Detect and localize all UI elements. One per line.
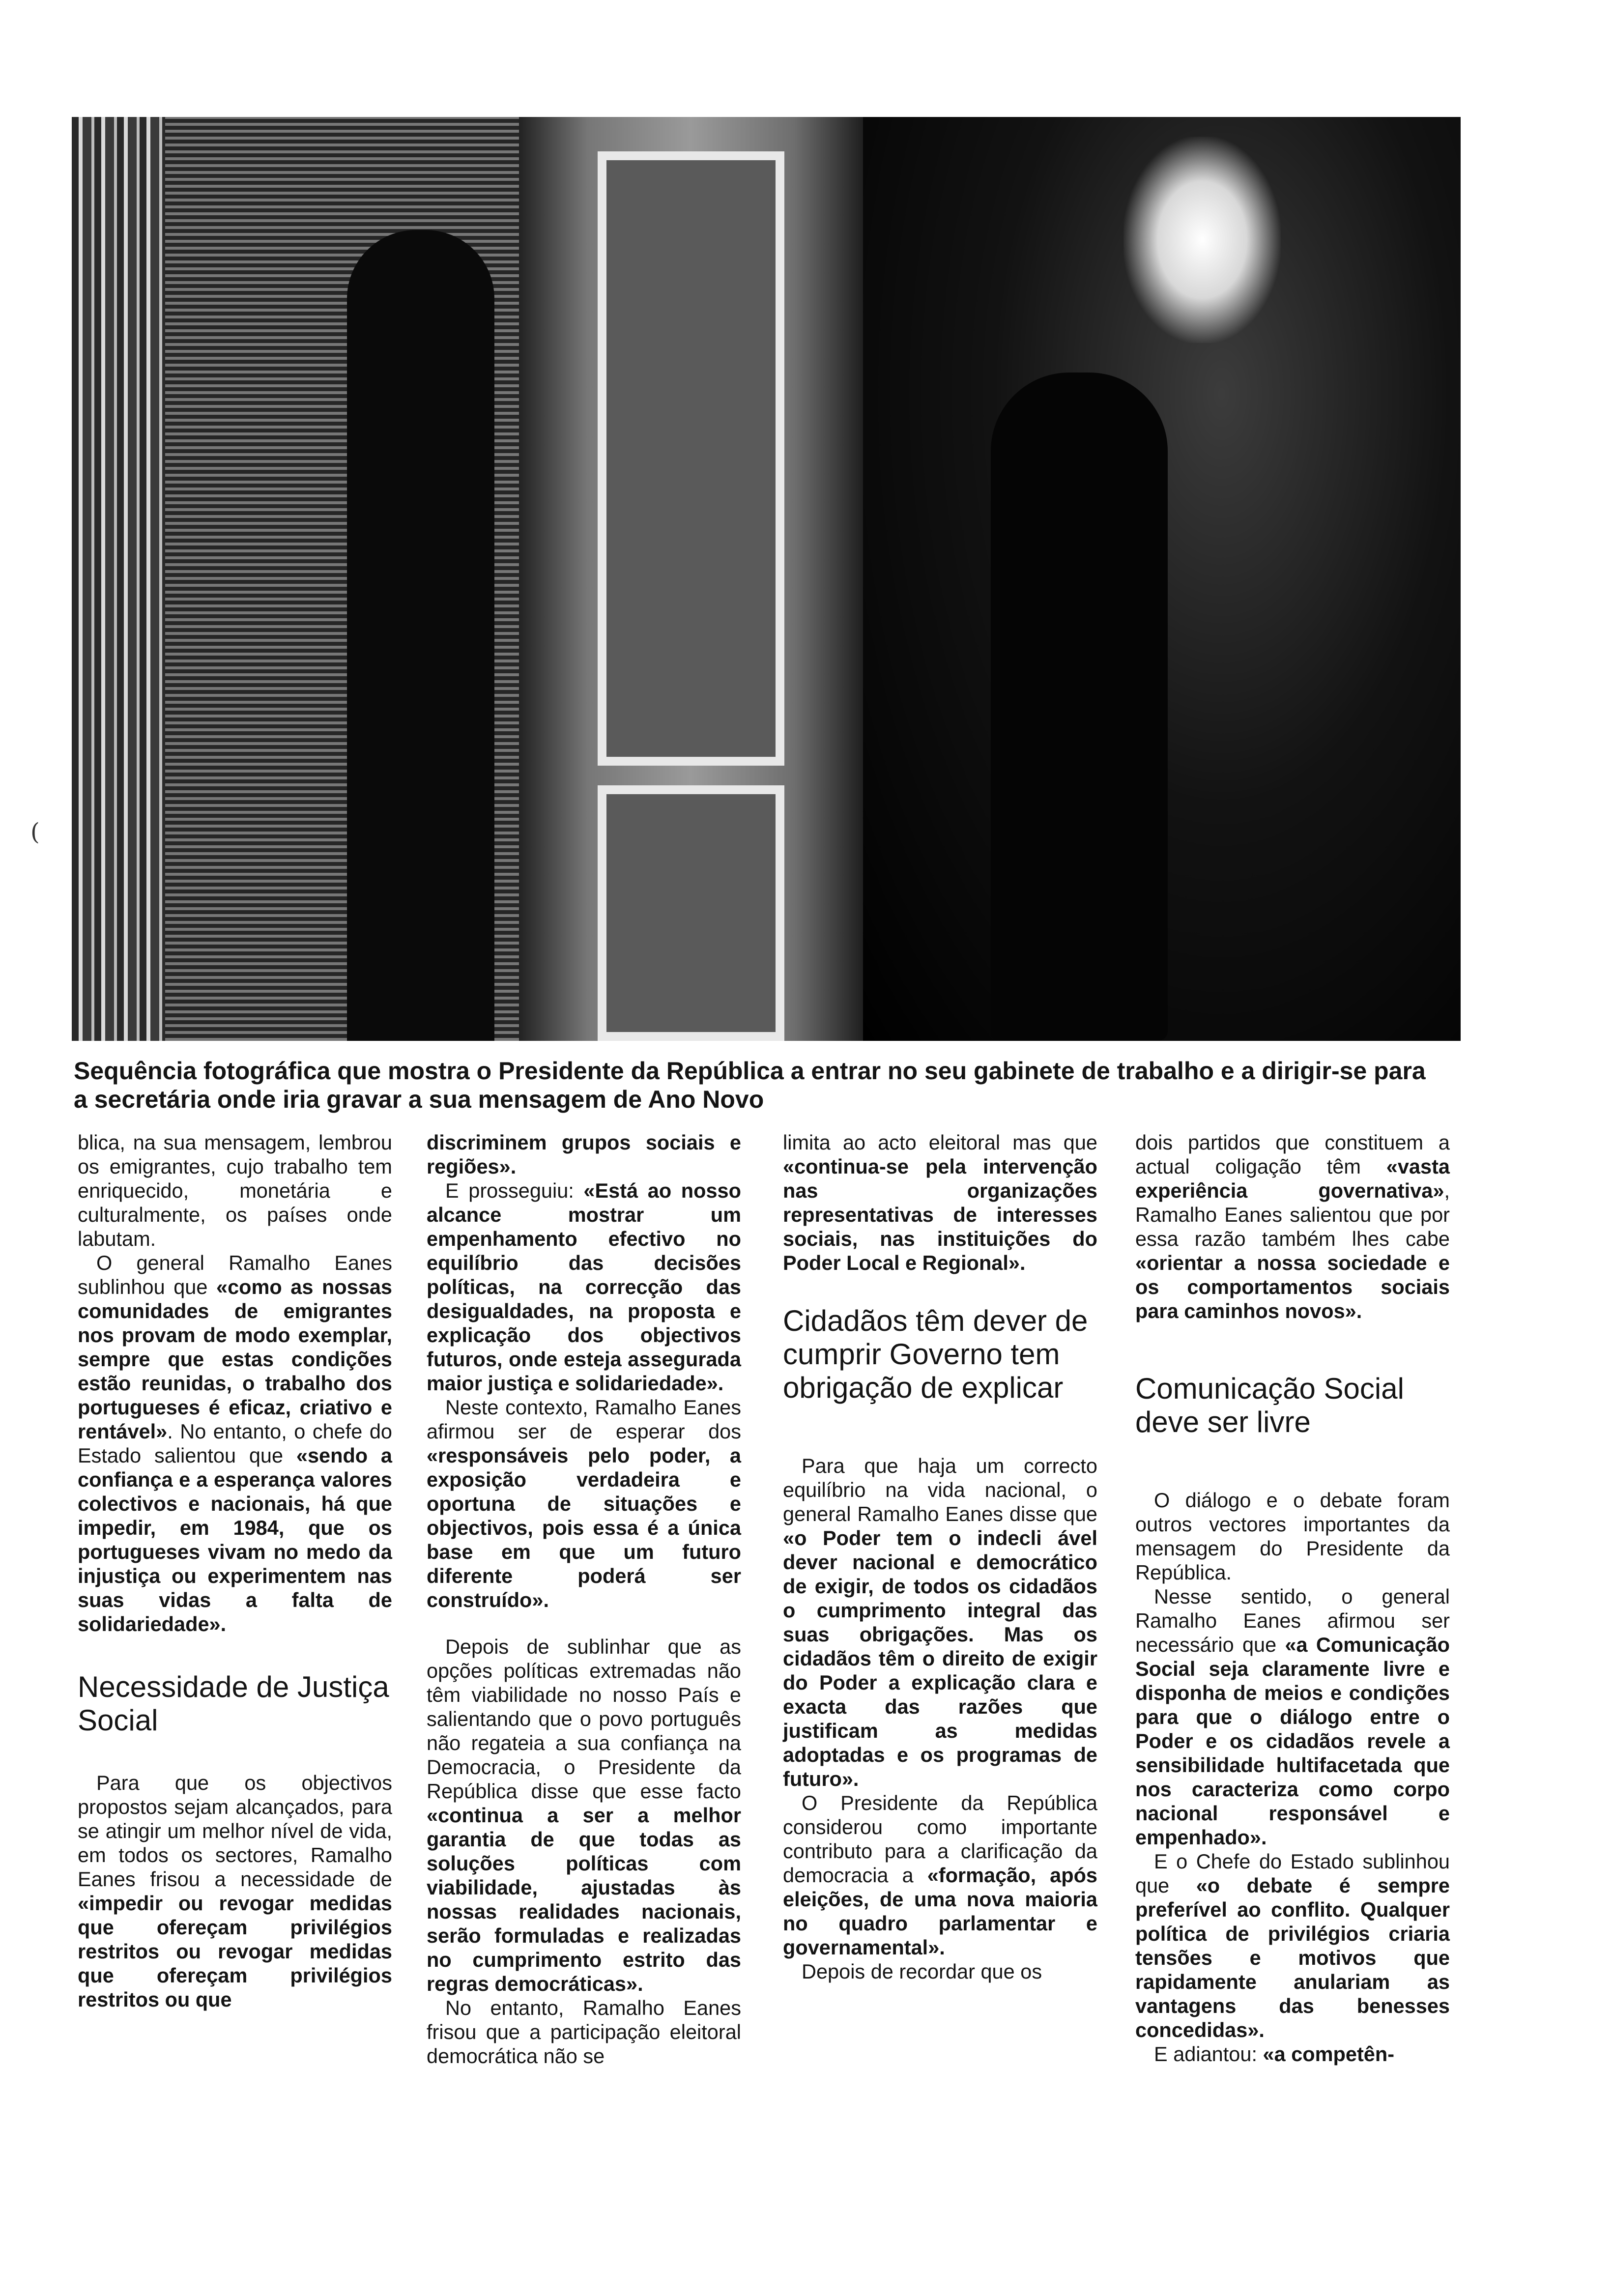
paragraph: Depois de recordar que os [802, 1960, 1042, 1983]
quote: «Está ao nosso alcance mostrar um empenhamento efectivo no equilíbrio das decisões políticas, na correcção das desigualdades, na proposta e explicação dos objectivos futuros, onde esteja assegurada maior justiça e solidariedade». [427, 1179, 741, 1395]
section-heading: Comunicação Social deve ser livre [1135, 1372, 1404, 1438]
quote: «a competên- [1263, 2042, 1395, 2066]
text: O general Ramalho Eanes sublinhou que [78, 1251, 392, 1298]
paragraph: No entanto, Ramalho Eanes frisou que a participação eleitoral democrática não se [427, 1996, 741, 2067]
text: limita ao acto eleitoral mas que [783, 1131, 1097, 1154]
section-heading: Necessidade de Justiça Social [78, 1670, 389, 1737]
stray-mark: ( [30, 818, 40, 846]
paragraph: blica, na sua mensagem, lembrou os emigrantes, cujo trabalho tem enriquecido, monetária e culturalmente, os países onde labutam. [78, 1131, 392, 1250]
paragraph [783, 1130, 1097, 1275]
text: E adiantou: [1154, 2042, 1263, 2066]
paragraph [1135, 1130, 1450, 1323]
paragraph [427, 1635, 741, 1996]
column-1 [78, 1130, 392, 2011]
text: . No entanto, o chefe do Estado salientou que [78, 1420, 392, 1467]
text: E o Chefe do Estado sublinhou que [1135, 1850, 1450, 1897]
text: Depois de sublinhar que as opções políticas extremadas não têm viabilidade no nosso País e salientando que o povo português não regateia a sua confiança na Democracia, o Presidente da República disse que esse facto [427, 1635, 741, 1803]
paragraph [78, 1771, 392, 2011]
paragraph [427, 1130, 741, 1178]
text: Nesse sentido, o general Ramalho Eanes afirmou ser necessário que [1135, 1585, 1450, 1656]
paragraph [783, 1454, 1097, 1791]
paragraph [427, 1395, 741, 1612]
paragraph [1135, 2042, 1450, 2066]
paragraph: O diálogo e o debate foram outros vectores importantes da mensagem do Presidente da República. [1135, 1489, 1450, 1584]
column-2 [427, 1130, 741, 2068]
photo-curtain [72, 117, 165, 1041]
paragraph [1135, 1584, 1450, 1849]
quote: «a Comunicação Social seja claramente livre e disponha de meios e condições para que o diálogo entre o Poder e os cidadãos revele a sensibilidade hultifacetada que nos caracteriza como corpo nacional responsável e empenhado». [1135, 1633, 1450, 1849]
text: O Presidente da República considerou como importante contributo para a clarificação da democracia a [783, 1791, 1097, 1887]
text: E prosseguiu: [445, 1179, 584, 1202]
column-4 [1135, 1130, 1450, 2066]
door-panel-lower [598, 785, 784, 1041]
text: Para que haja um correcto equilíbrio na vida nacional, o general Ramalho Eanes disse que [783, 1454, 1097, 1525]
quote: «o Poder tem o indecli ável dever nacional e democrático de exigir, de todos os cidadãos o cumprimento integral das suas obrigações. Mas os cidadãos têm o direito de exigir do Poder a explicação clara e exacta das razões que justificam as medidas adoptadas e os programas de futuro». [783, 1526, 1097, 1790]
quote: «vasta experiência governativa» [1135, 1155, 1450, 1202]
quote: «como as nossas comunidades de emigrantes nos provam de modo exemplar, sempre que estas condições estão reunidas, o trabalho dos portugueses é eficaz, criativo e rentável» [78, 1275, 392, 1443]
quote: «sendo a confiança e a esperança valores colectivos e nacionais, há que impedir, em 1984, que os portugueses vivam no medo da injustiça ou experimentem nas suas vidas a falta de solidariedade». [78, 1444, 392, 1636]
news-photo [72, 117, 1461, 1041]
quote: «continua-se pela intervenção nas organizações representativas de interesses sociais, nas instituições do Poder Local e Regional». [783, 1155, 1097, 1274]
text: , Ramalho Eanes salientou que por essa razão também lhes cabe [1135, 1179, 1450, 1250]
door-panel-upper [598, 151, 784, 766]
paragraph [78, 1251, 392, 1636]
column-3 [783, 1130, 1097, 1983]
photo-chair [991, 373, 1168, 1041]
quote: «responsáveis pelo poder, a exposição verdadeira e oportuna de situações e objectivos, pois essa é a única base em que um futuro diferente poderá ser construído». [427, 1444, 741, 1611]
quote: «formação, após eleições, de uma nova maioria no quadro parlamentar e governamental». [783, 1864, 1098, 1959]
quote: «impedir ou revogar medidas que ofereçam privilégios restritos ou revogar medidas que ofereçam privilégios restritos ou que [78, 1892, 392, 2011]
photo-figure [347, 230, 494, 1041]
quote: «continua a ser a melhor garantia de que todas as soluções políticas com viabilidade, ajustadas às nossas realidades nacionais, serão formuladas e realizadas no cumprimento estrito das regras democráticas». [427, 1804, 741, 1995]
text: Neste contexto, Ramalho Eanes afirmou ser de esperar dos [427, 1396, 741, 1443]
paragraph [783, 1791, 1097, 1959]
paragraph [1135, 1849, 1450, 2042]
text: Para que os objectivos propostos sejam alcançados, para se atingir um melhor nível de vida, em todos os sectores, Ramalho Eanes frisou a necessidade de [78, 1771, 392, 1891]
quote: «o debate é sempre preferível ao conflito. Qualquer política de privilégios criaria tensões e motivos que rapidamente anulariam as vantagens das benesses concedidas». [1135, 1874, 1450, 2041]
paragraph [427, 1178, 741, 1395]
photo-lamp [1123, 137, 1281, 343]
quote: discriminem grupos sociais e regiões». [427, 1131, 741, 1178]
section-heading: Cidadãos têm dever de cumprir Governo tem obrigação de explicar [783, 1304, 1088, 1404]
quote: «orientar a nossa sociedade e os comportamentos sociais para caminhos novos». [1135, 1251, 1450, 1322]
photo-door [519, 117, 863, 1041]
photo-caption: Sequência fotográfica que mostra o Presidente da República a entrar no seu gabinete de trabalho e a dirigir-se para a secretária onde iria gravar a sua mensagem de Ano Novo [74, 1057, 1426, 1113]
text: dois partidos que constituem a actual coligação têm [1135, 1131, 1450, 1178]
